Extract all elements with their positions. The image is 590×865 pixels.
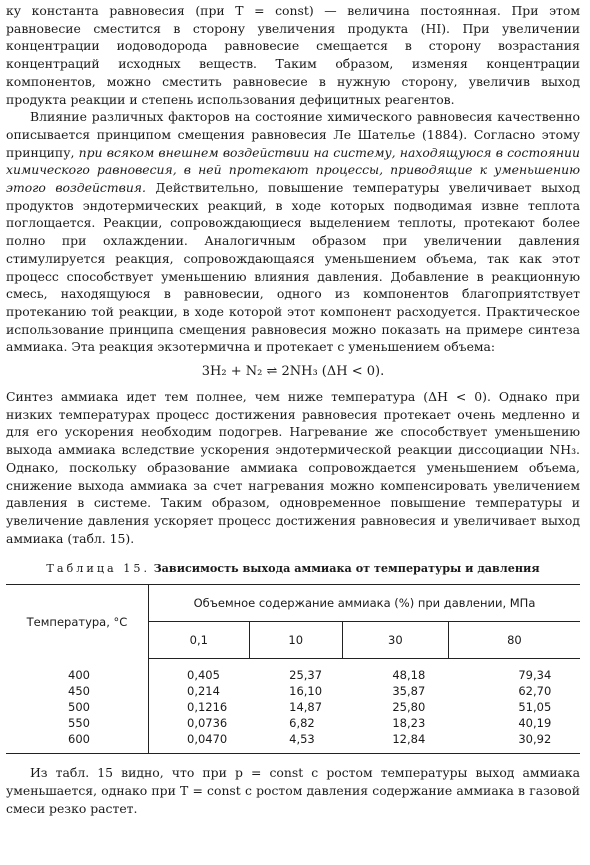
le-chatelier-explanation-text: Действительно, повышение температуры увеличивает выход продуктов эндотермических реакций, в ходе которых подводимая извне теплота поглощается. Реакции, сопровождающиеся выделением теплоты, протекают более полно при охлаждении. Аналогичным образом при увеличении давления стимулируется реакция, сопровождающаяся уменьшением объема, так как этот процесс способствует уменьшению влияния давления. Добавление в реакционную смесь, находящуюся в равновесии, одного из компонентов благоприятствует протеканию той реакции, в ходе которой этот компонент расходуется. Практическое использование принципа смещения равновесия можно показать на примере синтеза аммиака. Эта реакция экзотермична и протекает с уменьшением объема: [6, 180, 580, 355]
row-value: 6,82 [289, 716, 315, 731]
paragraph-equilibrium-constant: ку константа равновесия (при T = const) — величина постоянная. При этом равновесие сместится в сторону увеличения продукта (HI). При увеличении концентрации иодоводорода равновесие смещается в сторону возрастания концентраций исходных веществ. Таким образом, изменяя концентрации компонентов, можно сместить равновесие в нужную сторону, увеличив выход продукта реакции и степень использования дефицитных реагентов. [6, 3, 580, 107]
row-temperature: 400 [6, 659, 149, 684]
row-value: 51,05 [518, 700, 552, 715]
row-value: 0,405 [187, 668, 220, 683]
row-value: 62,70 [518, 684, 552, 699]
table-caption-title: Зависимость выхода аммиака от температуры и давления [153, 561, 540, 576]
row-value: 0,0470 [149, 731, 250, 754]
row-temperature: 450 [6, 683, 149, 699]
row-value: 16,10 [289, 684, 323, 699]
row-temperature: 550 [6, 715, 149, 731]
pressure-header-0: 0,1 [149, 622, 250, 659]
temperature-column-header: Температура, °С [6, 585, 149, 659]
ammonia-yield-table [6, 584, 580, 754]
row-value: 25,80 [392, 700, 426, 715]
table-caption [6, 561, 580, 576]
row-value: 30,92 [448, 731, 580, 754]
row-value: 12,84 [342, 731, 448, 754]
pressure-header-1: 10 [249, 622, 342, 659]
pressure-header-2: 30 [342, 622, 448, 659]
table-row [6, 699, 580, 715]
paragraph-le-chatelier [6, 108, 580, 356]
le-chatelier-intro-text: Влияние различных факторов на состояние химического равновесия качественно описывается принципом смещения равновесия Ле Шателье (1884). Согласно этому принципу, [6, 109, 580, 160]
row-value: 40,19 [518, 716, 552, 731]
row-temperature: 600 [6, 731, 149, 754]
row-value: 14,87 [289, 700, 323, 715]
table-caption-label: Таблица 15. [46, 562, 151, 576]
row-temperature: 500 [6, 699, 149, 715]
row-value: 18,23 [392, 716, 426, 731]
le-chatelier-principle-text: при всяком внешнем воздействии на систему, находящуюся в состоянии химического равновесия, в ней протекают процессы, приводящие к уменьшению этого воздействия. [6, 144, 580, 196]
ammonia-synthesis-equation: 3H₂ + N₂ ⇌ 2NH₃ (ΔH < 0). [201, 364, 385, 380]
row-value: 4,53 [249, 731, 342, 754]
pressure-header-3: 80 [448, 622, 580, 659]
paragraph-table-conclusion: Из табл. 15 видно, что при p = const с ростом температуры выход аммиака уменьшается, однако при T = const с ростом давления содержание аммиака в газовой смеси резко растет. [6, 765, 580, 816]
row-value: 79,34 [518, 668, 552, 683]
row-value: 25,37 [289, 668, 323, 683]
paragraph-ammonia-synthesis: Синтез аммиака идет тем полнее, чем ниже температура (ΔH < 0). Однако при низких температурах процесс достижения равновесия протекает очень медленно и для его ускорения необходим подогрев. Нагревание же способствует уменьшению выхода аммиака вследствие ускорения эндотермической реакции диссоциации NH₃. Однако, поскольку образование аммиака сопровождается уменьшением объема, снижение выхода аммиака за счет нагревания можно компенсировать увеличением давления в системе. Таким образом, одновременное повышение температуры и увеличение давления ускоряет процесс достижения равновесия и увеличивает выход аммиака (табл. 15). [6, 389, 580, 546]
row-value: 0,214 [187, 684, 220, 699]
row-value: 35,87 [392, 684, 426, 699]
row-value: 48,18 [392, 668, 426, 683]
table-row [6, 715, 580, 731]
table-row [6, 659, 580, 684]
table-row [6, 731, 580, 754]
table-row [6, 683, 580, 699]
row-value: 0,0736 [187, 716, 228, 731]
pressure-group-header: Объемное содержание аммиака (%) при давлении, МПа [149, 585, 581, 622]
row-value: 0,1216 [187, 700, 228, 715]
